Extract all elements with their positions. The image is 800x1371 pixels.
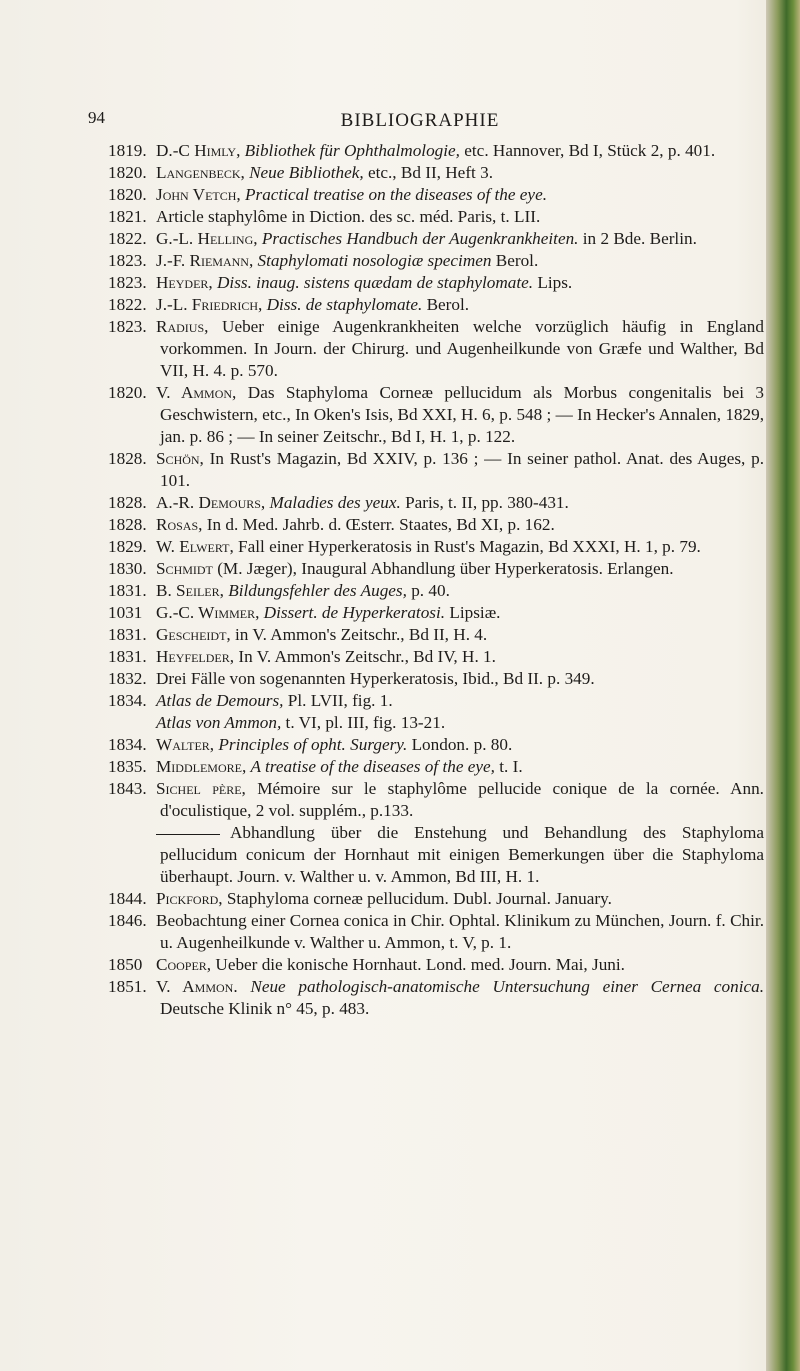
entry-details: Lipsiæ. xyxy=(445,603,501,622)
entry-year: 1820. xyxy=(108,383,147,402)
page-header xyxy=(0,108,800,138)
ditto-dash xyxy=(156,834,220,835)
entry-year: 1830. xyxy=(108,559,147,578)
entry-details: Ueber einige Augenkrankheiten welche vorzüglich häufig in England vorkommen. In Journ. der Chirurg. und Augenheilkunde von Græfe und Walther, Bd VII, H. 4. p. 570. xyxy=(160,317,764,380)
entry-year: 1846. xyxy=(108,911,147,930)
entry-details: p. 40. xyxy=(406,581,450,600)
entry-author: Schmidt xyxy=(156,559,213,578)
entry-year: 1851. xyxy=(108,977,147,996)
entry-title: Neue pathologisch-anatomische Untersuchung einer Cernea conica. xyxy=(250,977,765,996)
bibliography-entry xyxy=(108,646,764,668)
entry-author: Heyfelder, xyxy=(156,647,235,666)
entry-details: Das Staphyloma Corneæ pellucidum als Morbus congenitalis bei 3 Geschwistern, etc., In Oken's Isis, Bd XXI, H. 6, p. 548 ; — In Hecker's Annalen, 1829, jan. p. 86 ; — In seiner Zeitschr., Bd I, H. 1, p. 122. xyxy=(160,383,764,446)
entry-details: etc., Bd II, Heft 3. xyxy=(363,163,493,182)
bibliography-entry xyxy=(108,140,764,162)
entry-details: Fall einer Hyperkeratosis in Rust's Magazin, Bd XXXI, H. 1, p. 79. xyxy=(238,537,701,556)
entry-author: Sichel père, xyxy=(156,779,246,798)
entry-year: 1822. xyxy=(108,295,147,314)
entry-title: Dissert. de Hyperkeratosi. xyxy=(263,603,446,622)
entry-author: J.-L. Friedrich, xyxy=(156,295,263,314)
entry-author: V. Ammon, xyxy=(156,383,237,402)
entry-details: Ueber die konische Hornhaut. Lond. med. Journ. Mai, Juni. xyxy=(215,955,625,974)
entry-title: A treatise of the diseases of the eye, xyxy=(250,757,495,776)
entry-details: Staphyloma corneæ pellucidum. Dubl. Journal. January. xyxy=(226,889,612,908)
entry-year: 1831. xyxy=(108,581,147,600)
entry-details: etc. Hannover, Bd I, Stück 2, p. 401. xyxy=(459,141,716,160)
entry-author: G.-C. Wimmer, xyxy=(156,603,260,622)
entry-year: 1831. xyxy=(108,625,147,644)
entry-author: W. Elwert, xyxy=(156,537,234,556)
entry-year: 1820. xyxy=(108,185,147,204)
entry-year: 1821. xyxy=(108,207,147,226)
entry-author: John Vetch, xyxy=(156,185,241,204)
entry-details: Mémoire sur le staphylôme pellucide conique de la cornée. Ann. d'oculistique, 2 vol. supplém., p.133. xyxy=(160,779,764,820)
entry-author: Gescheidt, xyxy=(156,625,231,644)
bibliography-entry xyxy=(108,954,764,976)
entry-year: 1835. xyxy=(108,757,147,776)
entry-details: Drei Fälle von sogenannten Hyperkeratosis, Ibid., Bd II. p. 349. xyxy=(156,669,595,688)
bibliography-entry xyxy=(108,976,764,1020)
bibliography-entry xyxy=(108,602,764,624)
entry-title: Staphylomati nosologiæ specimen xyxy=(257,251,492,270)
entry-year: 1823. xyxy=(108,273,147,292)
entry-details: t. VI, pl. III, fig. 13-21. xyxy=(281,713,446,732)
entry-details: Pl. LVII, fig. 1. xyxy=(283,691,393,710)
entry-author: J.-F. Riemann, xyxy=(156,251,254,270)
entry-details: In d. Med. Jahrb. d. Œsterr. Staates, Bd XI, p. 162. xyxy=(206,515,555,534)
entry-author: B. Seiler, xyxy=(156,581,224,600)
entry-title: Practisches Handbuch der Augenkrankheiten. xyxy=(261,229,579,248)
bibliography-entry xyxy=(108,668,764,690)
entry-year: 1823. xyxy=(108,317,147,336)
entry-title: Practical treatise on the diseases of the eye. xyxy=(245,185,547,204)
bibliography-entry xyxy=(108,536,764,558)
entry-year: 1828. xyxy=(108,493,147,512)
entry-details: t. I. xyxy=(494,757,523,776)
entry-author: G.-L. Helling, xyxy=(156,229,258,248)
bibliography-entry xyxy=(108,228,764,250)
entry-year: 1834. xyxy=(108,735,147,754)
entry-author: Schön, xyxy=(156,449,204,468)
entry-year: 1823. xyxy=(108,251,147,270)
bibliography-entry xyxy=(108,690,764,712)
bibliography-entry xyxy=(108,888,764,910)
bibliography-entry xyxy=(108,624,764,646)
entry-title: Maladies des yeux. xyxy=(269,493,401,512)
entry-details: Berol. xyxy=(422,295,470,314)
bibliography-entry xyxy=(108,514,764,536)
entry-author: Middlemore, xyxy=(156,757,247,776)
bibliography-entry xyxy=(108,250,764,272)
bibliography-entry xyxy=(108,382,764,448)
entry-author: D.-C Himly, xyxy=(156,141,241,160)
entry-author: A.-R. Demours, xyxy=(156,493,266,512)
entry-details: Paris, t. II, pp. 380-431. xyxy=(400,493,569,512)
entry-title: Bibliothek für Ophthalmologie, xyxy=(244,141,460,160)
page-number: 94 xyxy=(88,108,105,127)
entry-details: In V. Ammon's Zeitschr., Bd IV, H. 1. xyxy=(238,647,496,666)
entry-year: 1828. xyxy=(108,515,147,534)
bibliography-entry xyxy=(108,184,764,206)
entry-year: 1822. xyxy=(108,229,147,248)
bibliography-entry xyxy=(108,448,764,492)
entry-year: 1843. xyxy=(108,779,147,798)
entry-year: 1031 xyxy=(108,603,143,622)
entry-details: Berol. xyxy=(491,251,539,270)
entry-author: Heyder, xyxy=(156,273,213,292)
entry-year: 1820. xyxy=(108,163,147,182)
entry-year: 1850 xyxy=(108,955,143,974)
entry-year: 1844. xyxy=(108,889,147,908)
entry-details: (M. Jæger), Inaugural Abhandlung über Hyperkeratosis. Erlangen. xyxy=(217,559,674,578)
bibliography-entry xyxy=(108,778,764,822)
entry-title: Bildungsfehler des Auges, xyxy=(228,581,407,600)
bibliography-list xyxy=(108,140,764,1020)
entry-year: 1819. xyxy=(108,141,147,160)
entry-author: Radius, xyxy=(156,317,209,336)
entry-details: London. p. 80. xyxy=(407,735,513,754)
entry-title: Diss. de staphylomate. xyxy=(266,295,423,314)
entry-author: Rosas, xyxy=(156,515,203,534)
bibliography-entry xyxy=(108,734,764,756)
entry-year: 1832. xyxy=(108,669,147,688)
entry-year: 1828. xyxy=(108,449,147,468)
bibliography-entry xyxy=(108,558,764,580)
entry-details: in V. Ammon's Zeitschr., Bd II, H. 4. xyxy=(235,625,488,644)
entry-details: Deutsche Klinik n° 45, p. 483. xyxy=(160,999,370,1018)
entry-details: Beobachtung einer Cornea conica in Chir. Ophtal. Klinikum zu München, Journ. f. Chir. u. Augenheilkunde v. Walther u. Ammon, t. V, p. 1. xyxy=(156,911,764,952)
entry-details: Article staphylôme in Diction. des sc. méd. Paris, t. LII. xyxy=(156,207,541,226)
entry-title: Neue Bibliothek, xyxy=(249,163,364,182)
entry-title: Principles of opht. Surgery. xyxy=(218,735,408,754)
bibliography-entry xyxy=(108,162,764,184)
entry-details: in 2 Bde. Berlin. xyxy=(578,229,697,248)
entry-year: 1834. xyxy=(108,691,147,710)
bibliography-entry xyxy=(108,206,764,228)
bibliography-entry xyxy=(108,316,764,382)
bibliography-entry xyxy=(108,756,764,778)
entry-details: In Rust's Magazin, Bd XXIV, p. 136 ; — In seiner pathol. Anat. des Auges, p. 101. xyxy=(160,449,764,490)
bibliography-entry xyxy=(108,580,764,602)
bibliography-entry xyxy=(108,712,764,734)
entry-author: Pickford, xyxy=(156,889,223,908)
entry-year: 1829. xyxy=(108,537,147,556)
page-edge xyxy=(766,0,800,1371)
bibliography-entry xyxy=(108,910,764,954)
bibliography-entry xyxy=(108,492,764,514)
bibliography-entry xyxy=(108,272,764,294)
entry-title: Atlas de Demours, xyxy=(156,691,284,710)
running-title: BIBLIOGRAPHIE xyxy=(340,110,500,131)
entry-author: Walter, xyxy=(156,735,215,754)
entry-title: Diss. inaug. sistens quædam de staphylomate. xyxy=(217,273,534,292)
entry-author: V. Ammon. xyxy=(156,977,238,996)
entry-author: Cooper, xyxy=(156,955,212,974)
entry-author: Langenbeck, xyxy=(156,163,245,182)
bibliography-entry xyxy=(108,294,764,316)
bibliography-entry xyxy=(108,822,764,888)
entry-details: Abhandlung über die Enstehung und Behandlung des Staphyloma pellucidum conicum der Hornhaut mit einigen Bemerkungen über die Staphyloma überhaupt. Journ. v. Walther u. v. Ammon, Bd III, H. 1. xyxy=(160,823,764,886)
entry-title: Atlas von Ammon, xyxy=(156,713,282,732)
entry-details: Lips. xyxy=(533,273,573,292)
entry-year: 1831. xyxy=(108,647,147,666)
